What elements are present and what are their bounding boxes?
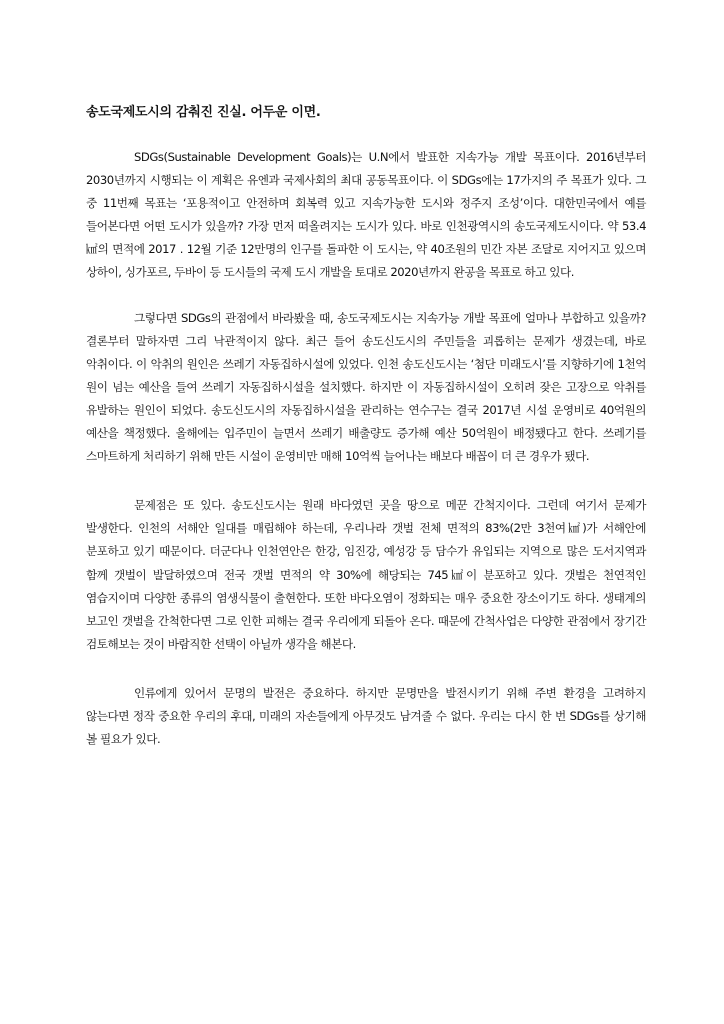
document-page bbox=[86, 104, 646, 777]
paragraph-conclusion: 인류에게 있어서 문명의 발전은 중요하다. 하지만 문명만을 발전시키기 위해 주변 환경을 고려하지 않는다면 정작 중요한 우리의 후대, 미래의 자손들에게 아무것도 남겨줄 수 없다. 우리는 다시 한 번 SDGs를 상기해 볼 필요가 있다. bbox=[86, 685, 646, 747]
paragraph-sdgs-intro: SDGs(Sustainable Development Goals)는 U.N에서 발표한 지속가능 개발 목표이다. 2016년부터 2030년까지 시행되는 이 계획은 유엔과 국제사회의 최대 공동목표이다. 이 SDGs에는 17가지의 주 목표가 있다. 그 중 11번째 목표는 ‘포용적이고 안전하며 회복력 있고 지속가능한 도시와 정주지 조성’이다. 대한민국에서 예를 들어본다면 어떤 도시가 있을까? 가장 먼저 떠올려지는 도시가 있다. 바로 인천광역시의 송도국제도시이다. 약 53.4㎢의 면적에 2017 . 12월 기준 12만명의 인구를 돌파한 이 도시는, 약 40조원의 민간 자본 조달로 지어지고 있으며 상하이, 싱가포르, 두바이 등 도시들의 국제 도시 개발을 토대로 2020년까지 완공을 목표로 하고 있다. bbox=[86, 150, 646, 280]
document-title: 송도국제도시의 감춰진 진실. 어두운 이면. bbox=[86, 105, 321, 120]
paragraph-tidal-flat: 문제점은 또 있다. 송도신도시는 원래 바다였던 곳을 땅으로 메꾼 간척지이다. 그런데 여기서 문제가 발생한다. 인천의 서해안 일대를 매립해야 하는데, 우리나라 갯벌 전체 면적의 83%(2만 3천여㎢)가 서해안에 분포하고 있기 때문이다. 더군다나 인천연안은 한강, 임진강, 예성강 등 담수가 유입되는 지역으로 많은 도서지역과 함께 갯벌이 발달하였으며 전국 갯벌 면적의 약 30%에 해당되는 745㎢이 분포하고 있다. 갯벌은 천연적인 염습지이며 다양한 종류의 염생식물이 출현한다. 또한 바다오염이 정화되는 매우 중요한 장소이기도 하다. 생태계의 보고인 갯벌을 간척한다면 그로 인한 피해는 결국 우리에게 되돌아 온다. 때문에 간척사업은 다양한 관점에서 장기간 검토해보는 것이 바람직한 선택이 아닐까 생각을 해본다. bbox=[86, 498, 646, 651]
paragraph-odor-problem: 그렇다면 SDGs의 관점에서 바라봤을 때, 송도국제도시는 지속가능 개발 목표에 얼마나 부합하고 있을까? 결론부터 말하자면 그리 낙관적이지 않다. 최근 들어 송도신도시의 주민들을 괴롭히는 문제가 생겼는데, 바로 악취이다. 이 악취의 원인은 쓰레기 자동집하시설에 있었다. 인천 송도신도시는 ‘첨단 미래도시’를 지향하기에 1천억 원이 넘는 예산을 들여 쓰레기 자동집하시설을 설치했다. 하지만 이 자동집하시설이 오히려 잦은 고장으로 악취를 유발하는 원인이 되었다. 송도신도시의 자동집하시설을 관리하는 연수구는 결국 2017년 시설 운영비로 40억원의 예산을 책정했다. 올해에는 입주민이 늘면서 쓰레기 배출량도 증가해 예산 50억원이 배정됐다고 한다. 쓰레기를 스마트하게 처리하기 위해 만든 시설이 운영비만 매해 10억씩 늘어나는 배보다 배꼽이 더 큰 경우가 됐다. bbox=[86, 310, 646, 464]
